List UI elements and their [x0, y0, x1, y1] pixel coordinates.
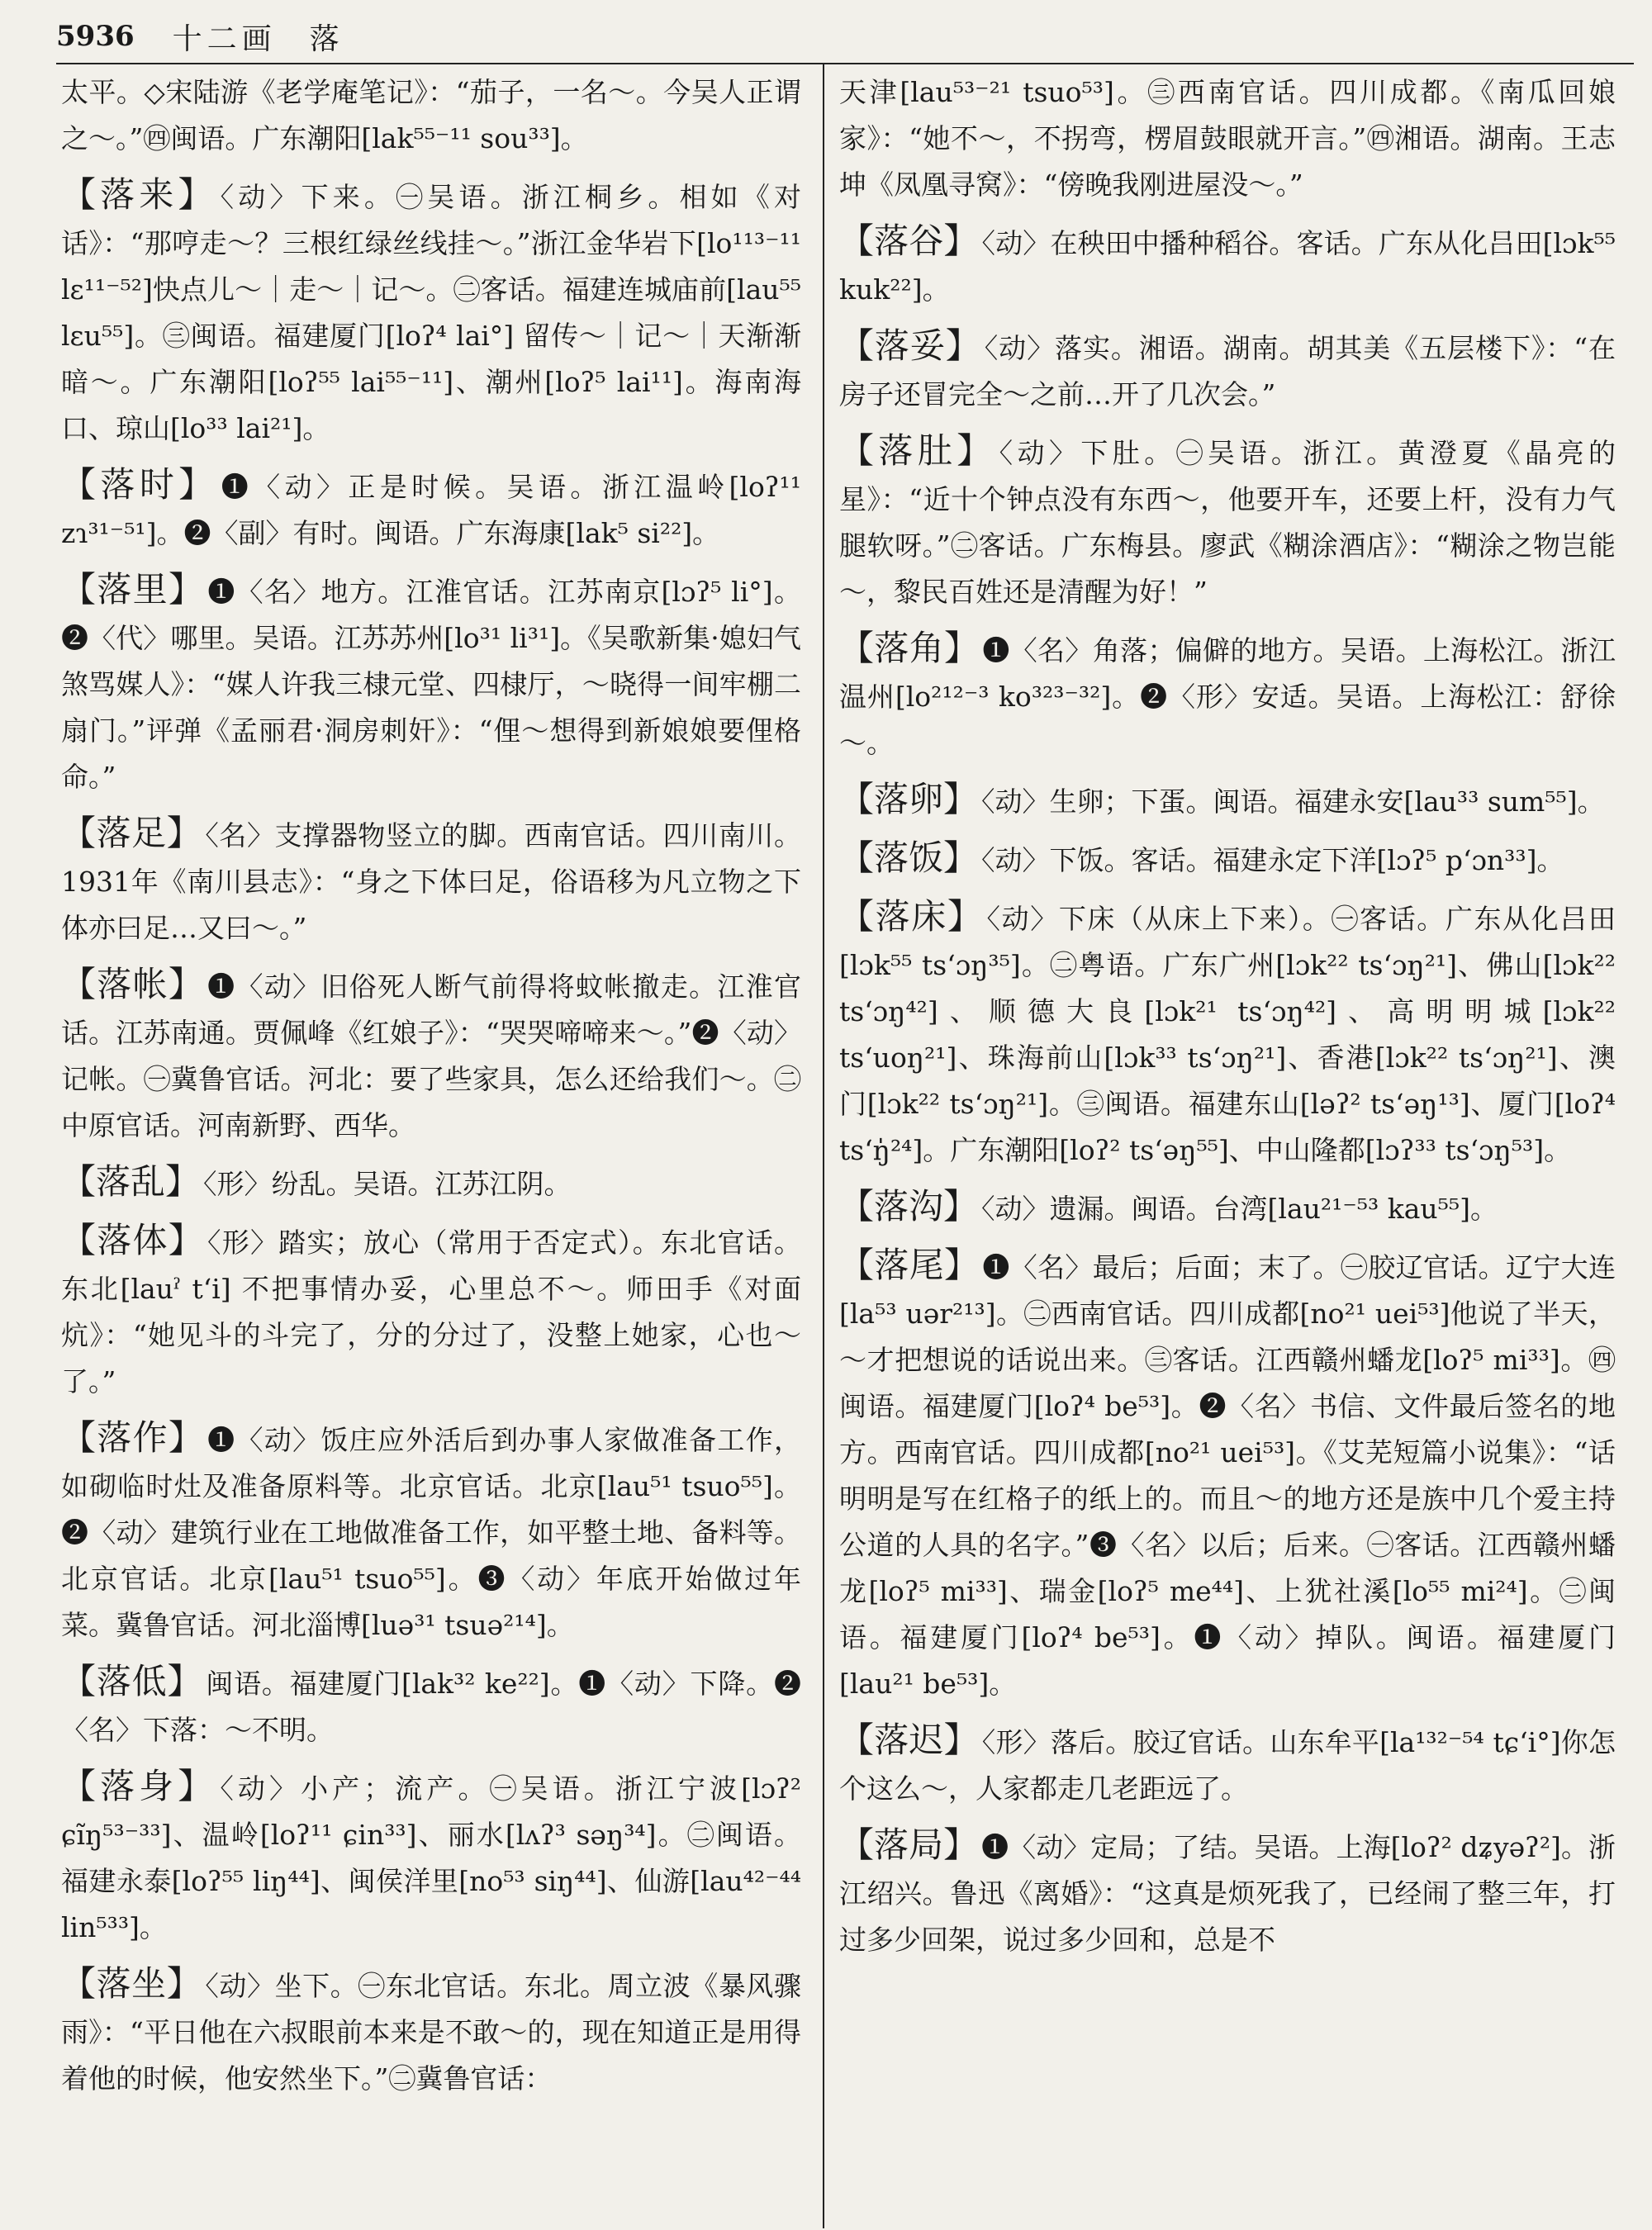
- right-column: [839, 69, 1616, 2225]
- entry-definition: ❶〈动〉正是时候。吴语。浙江温岭[loʔ¹¹ zɿ³¹⁻⁵¹]。❷〈副〉有时。闽语。广东海康[lak⁵ si²²]。: [61, 471, 801, 549]
- dictionary-entry: [61, 1763, 801, 1951]
- entry-headword: 【落尾】: [839, 1245, 980, 1285]
- section-label: 十二画: [172, 21, 277, 56]
- entry-headword: 【落床】: [839, 896, 984, 937]
- left-column: [61, 69, 801, 2225]
- dictionary-entry: [839, 835, 1616, 884]
- page-number: 5936: [56, 20, 135, 53]
- dictionary-entry: [839, 218, 1616, 313]
- entry-headword: 【落肚】: [839, 430, 996, 471]
- entry-headword: 【落作】: [61, 1417, 205, 1458]
- dictionary-entry: [61, 567, 801, 800]
- entry-headword: 【落迟】: [839, 1720, 979, 1760]
- dictionary-entry: [61, 1961, 801, 2102]
- entry-headword: 【落体】: [61, 1220, 204, 1260]
- entry-headword: 【落来】: [61, 174, 217, 215]
- column-divider: [823, 64, 824, 2228]
- entry-definition: ❶〈动〉定局；了结。吴语。上海[loʔ² dʑyəʔ²]。浙江绍兴。鲁迅《离婚》：“这真是烦死我了，已经闹了整三年，打过多少回架，说过多少回和，总是不: [839, 1831, 1616, 1956]
- entry-definition: 〈动〉生卵；下蛋。闽语。福建永安[lau³³ sum⁵⁵]。: [981, 785, 1605, 818]
- dictionary-entry: [61, 172, 801, 452]
- entry-headword: 【落妥】: [839, 325, 981, 366]
- dictionary-entry: [839, 894, 1616, 1174]
- entry-headword: 【落角】: [839, 628, 980, 668]
- entry-definition: 〈动〉遗漏。闽语。台湾[lau²¹⁻⁵³ kau⁵⁵]。: [981, 1193, 1498, 1225]
- entry-definition: 〈形〉纷乱。吴语。江苏江阴。: [203, 1168, 572, 1200]
- dictionary-entry: [839, 625, 1616, 766]
- entry-headword: 【落饭】: [839, 837, 979, 878]
- dictionary-entry: [839, 323, 1616, 418]
- entry-definition: 〈形〉踏实；放心（常用于否定式）。东北官话。东北[lauˀ tʻi] 不把事情办妥，心里总不～。师田手《对面炕》：“她见斗的斗完了，分的分过了，没整上她家，心也～了。”: [61, 1226, 801, 1397]
- entry-definition: ❶〈名〉地方。江淮官话。江苏南京[lɔʔ⁵ li°]。❷〈代〉哪里。吴语。江苏苏州[lo³¹ li³¹]。《吴歌新集·媳妇气煞骂媒人》：“媒人许我三棣元堂、四棣厅，～晓得一间牢棚二扇门。”评弹《孟丽君·洞房刺奸》：“俚～想得到新娘娘要俚格命。”: [61, 576, 801, 793]
- entry-definition: ❶〈名〉角落；偏僻的地方。吴语。上海松江。浙江温州[lo²¹²⁻³ ko³²³⁻³²]。❷〈形〉安适。吴语。上海松江：舒徐～。: [839, 634, 1616, 759]
- entry-definition: 〈动〉坐下。㊀东北官话。东北。周立波《暴风骤雨》：“平日他在六叔眼前本来是不敢～的，现在知道正是用得着他的时候，他安然坐下。”㊁冀鲁官话：: [61, 1970, 801, 2095]
- entry-headword: 【落足】: [61, 813, 202, 853]
- entry-definition: ❶〈动〉旧俗死人断气前得将蚊帐撤走。江淮官话。江苏南通。贾佩峰《红娘子》：“哭哭啼啼来～。”❷〈动〉记帐。㊀冀鲁官话。河北：要了些家具，怎么还给我们～。㊁中原官话。河南新野、西华。: [61, 970, 801, 1141]
- dictionary-entry: [61, 1658, 801, 1753]
- entry-definition: 〈动〉在秧田中播种稻谷。客话。广东从化吕田[lɔk⁵⁵ kuk²²]。: [839, 227, 1616, 306]
- dictionary-entry: [61, 1159, 801, 1208]
- continued-entry-text: 太平。◇宋陆游《老学庵笔记》：“茄子，一名～。今吴人正谓之～。”㊃闽语。广东潮阳[lak⁵⁵⁻¹¹ sou³³]。: [61, 76, 801, 154]
- head-character: 落: [309, 21, 341, 56]
- entry-headword: 【落乱】: [61, 1161, 201, 1202]
- dictionary-entry: [839, 1242, 1616, 1707]
- dictionary-entry: [61, 462, 801, 557]
- entry-headword: 【落卵】: [839, 779, 979, 819]
- entry-headword: 【落低】: [61, 1661, 203, 1701]
- entry-definition: 〈动〉落实。湘语。湖南。胡其美《五层楼下》：“在房子还冒完全～之前…开了几次会。”: [839, 332, 1616, 410]
- entry-headword: 【落坐】: [61, 1963, 202, 2004]
- entry-definition: 闽语。福建厦门[lak³² ke²²]。❶〈动〉下降。❷〈名〉下落：～不明。: [61, 1668, 801, 1746]
- dictionary-entry: [61, 810, 801, 951]
- entry-definition: 〈动〉下饭。客话。福建永定下洋[lɔʔ⁵ pʻɔn³³]。: [981, 844, 1564, 876]
- entry-definition: 〈动〉小产；流产。㊀吴语。浙江宁波[lɔʔ² ɕĩŋ⁵³⁻³³]、温岭[loʔ¹¹ ɕin³³]、丽水[lʌʔ³ səŋ³⁴]。㊁闽语。福建永泰[loʔ⁵⁵ liŋ⁴⁴]、闽侯洋里[no⁵³ siŋ⁴⁴]、仙游[lau⁴²⁻⁴⁴ lin⁵³³]。: [61, 1772, 801, 1943]
- entry-definition: ❶〈动〉饭庄应外活后到办事人家做准备工作，如砌临时灶及准备原料等。北京官话。北京[lau⁵¹ tsuo⁵⁵]。❷〈动〉建筑行业在工地做准备工作，如平整土地、备料等。北京官话。北京[lau⁵¹ tsuo⁵⁵]。❸〈动〉年底开始做过年菜。冀鲁官话。河北淄博[luə³¹ tsuə²¹⁴]。: [61, 1424, 801, 1641]
- dictionary-entry: [839, 428, 1616, 615]
- page-header: [56, 12, 1634, 61]
- entry-headword: 【落身】: [61, 1766, 217, 1806]
- entry-definition: ❶〈名〉最后；后面；末了。㊀胶辽官话。辽宁大连[la⁵³ uər²¹³]。㊁西南官话。四川成都[no²¹ uei⁵³]他说了半天，～才把想说的话说出来。㊂客话。江西赣州蟠龙[loʔ⁵ mi³³]。㊃闽语。福建厦门[loʔ⁴ be⁵³]。❷〈名〉书信、文件最后签名的地方。西南官话。四川成都[no²¹ uei⁵³]。《艾芜短篇小说集》：“话明明是写在红格子的纸上的。而且～的地方还是族中几个爱主持公道的人具的名字。”❸〈名〉以后；后来。㊀客话。江西赣州蟠龙[loʔ⁵ mi³³]、瑞金[loʔ⁵ me⁴⁴]、上犹社溪[lo⁵⁵ mi²⁴]。㊁闽语。福建厦门[loʔ⁴ be⁵³]。❶〈动〉掉队。闽语。福建厦门[lau²¹ be⁵³]。: [839, 1251, 1616, 1700]
- entry-definition: 〈动〉下床（从床上下来）。㊀客话。广东从化吕田[lɔk⁵⁵ tsʻɔŋ³⁵]。㊁粤语。广东广州[lɔk²² tsʻɔŋ²¹]、佛山[lɔk²² tsʻɔŋ⁴²]、顺德大良[lɔk²¹ tsʻɔŋ⁴²]、高明明城[lɔk²² tsʻuoŋ²¹]、珠海前山[lɔk³³ tsʻɔŋ²¹]、香港[lɔk²² tsʻɔŋ²¹]、澳门[lɔk²² tsʻɔŋ²¹]。㊂闽语。福建东山[ləʔ² tsʻəŋ¹³]、厦门[loʔ⁴ tsʻŋ̍²⁴]。广东潮阳[loʔ² tsʻəŋ⁵⁵]、中山隆都[lɔʔ³³ tsʻɔŋ⁵³]。: [839, 903, 1616, 1166]
- dictionary-entry: [839, 1717, 1616, 1812]
- entry-headword: 【落谷】: [839, 221, 979, 261]
- continued-entry-text: 天津[lau⁵³⁻²¹ tsuo⁵³]。㊂西南官话。四川成都。《南瓜回娘家》：“她不～，不拐弯，楞眉鼓眼就开言。”㊃湘语。湖南。王志坤《凤凰寻窝》：“傍晚我刚进屋没～。”: [839, 76, 1616, 201]
- dictionary-entry: [839, 776, 1616, 825]
- header-rule: [56, 63, 1634, 64]
- entry-definition: 〈形〉落后。胶辽官话。山东牟平[la¹³²⁻⁵⁴ tɕʻi°]你怎个这么～，人家都走几老距远了。: [839, 1726, 1616, 1805]
- entry-headword: 【落帐】: [61, 964, 205, 1004]
- entry-definition: 〈动〉下肚。㊀吴语。浙江。黄澄夏《晶亮的星》：“近十个钟点没有东西～，他要开车，还要上杆，没有力气腿软呀。”㊁客话。广东梅县。廖武《糊涂酒店》：“糊涂之物岂能～，黎民百姓还是清醒为好！”: [839, 437, 1616, 608]
- entry-headword: 【落沟】: [839, 1186, 979, 1226]
- dictionary-entry: [61, 1415, 801, 1649]
- entry-headword: 【落时】: [61, 464, 218, 505]
- entry-headword: 【落局】: [839, 1824, 979, 1865]
- entry-list: [61, 172, 801, 2102]
- entry-list: [839, 218, 1616, 1963]
- entry-definition: 〈动〉下来。㊀吴语。浙江桐乡。相如《对话》：“那哼走～？三根红绿丝线挂～。”浙江金华岩下[lo¹¹³⁻¹¹ lɛ¹¹⁻⁵²]快点儿～｜走～｜记～。㊁客话。福建连城庙前[lau⁵⁵ lɛu⁵⁵]。㊂闽语。福建厦门[loʔ⁴ lai°] 留传～｜记～｜天渐渐暗～。广东潮阳[loʔ⁵⁵ lai⁵⁵⁻¹¹]、潮州[loʔ⁵ lai¹¹]。海南海口、琼山[lo³³ lai²¹]。: [61, 181, 801, 444]
- dictionary-entry: [839, 1184, 1616, 1232]
- entry-definition: 〈名〉支撑器物竖立的脚。西南官话。四川南川。1931年《南川县志》：“身之下体曰足，俗语移为凡立物之下体亦曰足…又曰～。”: [61, 819, 801, 944]
- dictionary-entry: [839, 1822, 1616, 1963]
- dictionary-entry: [61, 961, 801, 1149]
- dictionary-entry: [61, 1217, 801, 1405]
- entry-headword: 【落里】: [61, 569, 205, 610]
